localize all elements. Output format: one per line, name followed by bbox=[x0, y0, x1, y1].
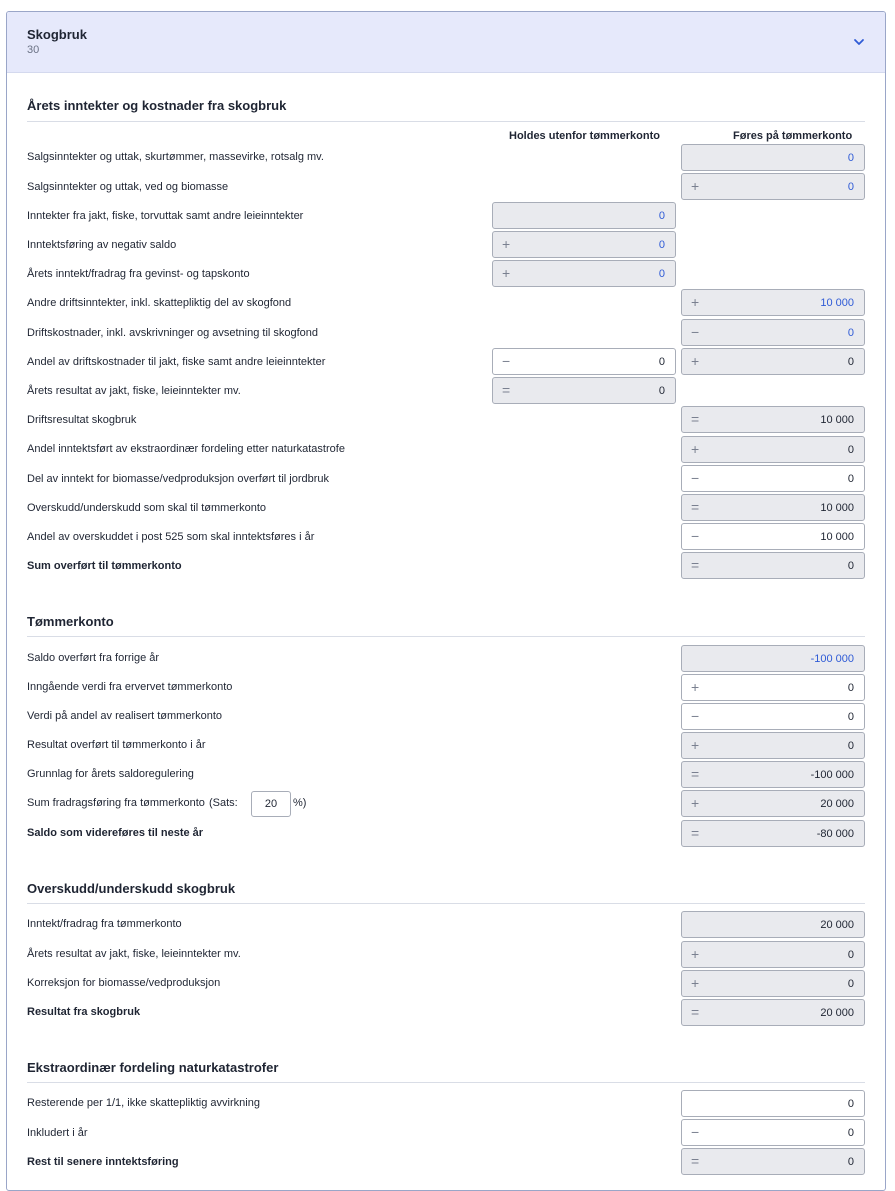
value: 10 000 bbox=[820, 297, 854, 309]
section-title-aarets-inntekter: Årets inntekter og kostnader fra skogbruk bbox=[27, 98, 287, 113]
row-label: Saldo overført fra forrige år bbox=[27, 652, 160, 664]
saldo-forrige-ar-field bbox=[681, 645, 865, 672]
andel-driftskostnader-input[interactable] bbox=[492, 348, 676, 375]
value: 0 bbox=[847, 1098, 854, 1110]
row-label: Driftskostnader, inkl. avskrivninger og avsetning til skogfond bbox=[27, 327, 319, 339]
minus-icon: − bbox=[691, 708, 700, 724]
value: 0 bbox=[847, 978, 854, 990]
row-label: Årets resultat av jakt, fiske, leieinntekter mv. bbox=[27, 385, 241, 397]
value: 10 000 bbox=[820, 502, 854, 514]
plus-icon: + bbox=[691, 946, 700, 962]
resultat-overfort-field bbox=[681, 732, 865, 759]
row-label: Verdi på andel av realisert tømmerkonto bbox=[27, 710, 223, 722]
row-label: Salgsinntekter og uttak, skurtømmer, massevirke, rotsalg mv. bbox=[27, 151, 324, 163]
value: 20 000 bbox=[820, 1007, 854, 1019]
value: 0 bbox=[847, 444, 854, 456]
value: 0 bbox=[658, 239, 665, 251]
biomasse-overfort-input[interactable] bbox=[681, 465, 865, 492]
value: 0 bbox=[847, 327, 854, 339]
sum-overfort-field bbox=[681, 552, 865, 579]
value: 10 000 bbox=[820, 531, 854, 543]
inngaende-verdi-input[interactable] bbox=[681, 674, 865, 701]
grunnlag-saldoregulering-field bbox=[681, 761, 865, 788]
korreksjon-biomasse-field bbox=[681, 970, 865, 997]
value: 0 bbox=[658, 210, 665, 222]
salgsinntekter-ved-field bbox=[681, 173, 865, 200]
value: 0 bbox=[847, 949, 854, 961]
plus-icon: + bbox=[691, 178, 700, 194]
row-label: Sum fradragsføring fra tømmerkonto bbox=[27, 797, 205, 809]
minus-icon: − bbox=[502, 353, 511, 369]
section-divider bbox=[27, 903, 865, 904]
value: 0 bbox=[847, 181, 854, 193]
section-title-overskudd: Overskudd/underskudd skogbruk bbox=[27, 881, 236, 896]
sats-suffix: %) bbox=[293, 797, 307, 809]
value: 10 000 bbox=[820, 414, 854, 426]
salgsinntekter-skurtommer-field bbox=[681, 144, 865, 171]
gevinst-tapskonto-field bbox=[492, 260, 676, 287]
row-label: Årets inntekt/fradrag fra gevinst- og tapskonto bbox=[27, 268, 250, 280]
value: 0 bbox=[658, 268, 665, 280]
row-label: Årets resultat av jakt, fiske, leieinntekter mv. bbox=[27, 948, 241, 960]
panel-title: Skogbruk bbox=[27, 27, 87, 42]
minus-icon: − bbox=[691, 1124, 700, 1140]
plus-icon: + bbox=[691, 737, 700, 753]
plus-icon: + bbox=[502, 236, 511, 252]
minus-icon: − bbox=[691, 470, 700, 486]
equals-icon: = bbox=[691, 825, 700, 841]
value: -100 000 bbox=[810, 769, 854, 781]
row-label: Saldo som videreføres til neste år bbox=[27, 827, 204, 839]
panel-subtitle: 30 bbox=[27, 44, 40, 56]
equals-icon: = bbox=[691, 1004, 700, 1020]
row-label: Inntekt/fradrag fra tømmerkonto bbox=[27, 918, 182, 930]
equals-icon: = bbox=[691, 499, 700, 515]
row-label: Inkludert i år bbox=[27, 1127, 88, 1139]
plus-icon: + bbox=[502, 265, 511, 281]
saldo-viderefores-field bbox=[681, 820, 865, 847]
row-label: Grunnlag for årets saldoregulering bbox=[27, 768, 194, 780]
row-label: Korreksjon for biomasse/vedproduksjon bbox=[27, 977, 221, 989]
resterende-input[interactable] bbox=[681, 1090, 865, 1117]
row-label: Del av inntekt for biomasse/vedproduksjon overført til jordbruk bbox=[27, 473, 330, 485]
row-label: Andel inntektsført av ekstraordinær fordeling etter naturkatastrofe bbox=[27, 443, 345, 455]
row-label: Andre driftsinntekter, inkl. skattepliktig del av skogfond bbox=[27, 297, 292, 309]
value: 20 000 bbox=[820, 919, 854, 931]
value: 0 bbox=[847, 560, 854, 572]
sats-input[interactable]: 20 bbox=[251, 791, 291, 817]
value: 0 bbox=[847, 152, 854, 164]
inntektsforing-negativ-saldo-field bbox=[492, 231, 676, 258]
row-label: Salgsinntekter og uttak, ved og biomasse bbox=[27, 181, 229, 193]
inntekt-tommerkonto-field bbox=[681, 911, 865, 938]
rest-senere-field bbox=[681, 1148, 865, 1175]
andel-naturkatastrofe-field bbox=[681, 436, 865, 463]
value: -80 000 bbox=[816, 828, 854, 840]
row-label: Inntekter fra jakt, fiske, torvuttak samt andre leieinntekter bbox=[27, 210, 304, 222]
equals-icon: = bbox=[691, 557, 700, 573]
equals-icon: = bbox=[691, 766, 700, 782]
plus-icon: + bbox=[691, 294, 700, 310]
resultat-jakt-skogbruk-field bbox=[681, 941, 865, 968]
plus-icon: + bbox=[691, 795, 700, 811]
value: 0 bbox=[658, 356, 665, 368]
equals-icon: = bbox=[691, 1153, 700, 1169]
row-label: Driftsresultat skogbruk bbox=[27, 414, 137, 426]
minus-icon: − bbox=[691, 528, 700, 544]
value: 20 000 bbox=[820, 798, 854, 810]
row-label: Overskudd/underskudd som skal til tømmerkonto bbox=[27, 502, 267, 514]
row-label: Resultat overført til tømmerkonto i år bbox=[27, 739, 206, 751]
section-divider bbox=[27, 1082, 865, 1083]
andel-driftskostnader-overfort-field bbox=[681, 348, 865, 375]
sum-fradragsforing-field bbox=[681, 790, 865, 817]
driftskostnader-field bbox=[681, 319, 865, 346]
inntekter-jakt-field bbox=[492, 202, 676, 229]
resultat-jakt-field bbox=[492, 377, 676, 404]
section-divider bbox=[27, 636, 865, 637]
overskudd-tommerkonto-field bbox=[681, 494, 865, 521]
equals-icon: = bbox=[691, 411, 700, 427]
value: 0 bbox=[847, 711, 854, 723]
row-label: Andel av overskuddet i post 525 som skal inntektsføres i år bbox=[27, 531, 315, 543]
row-label: Resterende per 1/1, ikke skattepliktig avvirkning bbox=[27, 1097, 260, 1109]
skogbruk-panel bbox=[6, 11, 886, 1191]
row-label: Inngående verdi fra ervervet tømmerkonto bbox=[27, 681, 233, 693]
inkludert-i-ar-input[interactable] bbox=[681, 1119, 865, 1146]
andre-driftsinntekter-field bbox=[681, 289, 865, 316]
value: 0 bbox=[847, 1156, 854, 1168]
row-label: Andel av driftskostnader til jakt, fiske samt andre leieinntekter bbox=[27, 356, 326, 368]
section-title-tommerkonto: Tømmerkonto bbox=[27, 614, 114, 629]
plus-icon: + bbox=[691, 353, 700, 369]
realisert-tommerkonto-input[interactable] bbox=[681, 703, 865, 730]
value: 0 bbox=[847, 356, 854, 368]
chevron-down-icon[interactable] bbox=[851, 34, 867, 50]
row-label: Resultat fra skogbruk bbox=[27, 1006, 141, 1018]
driftsresultat-field bbox=[681, 406, 865, 433]
value: 0 bbox=[658, 385, 665, 397]
plus-icon: + bbox=[691, 975, 700, 991]
value: 0 bbox=[847, 1127, 854, 1139]
value: 0 bbox=[847, 740, 854, 752]
sats-prefix: (Sats: bbox=[209, 797, 238, 809]
value: -100 000 bbox=[810, 653, 854, 665]
column-header-fores-pa: Føres på tømmerkonto bbox=[733, 130, 853, 142]
resultat-skogbruk-field bbox=[681, 999, 865, 1026]
row-label: Sum overført til tømmerkonto bbox=[27, 560, 182, 572]
value: 0 bbox=[847, 473, 854, 485]
panel-header[interactable] bbox=[7, 12, 885, 73]
row-label: Rest til senere inntektsføring bbox=[27, 1156, 179, 1168]
minus-icon: − bbox=[691, 324, 700, 340]
plus-icon: + bbox=[691, 679, 700, 695]
section-divider bbox=[27, 121, 865, 122]
row-label: Inntektsføring av negativ saldo bbox=[27, 239, 177, 251]
section-title-ekstraordinaer: Ekstraordinær fordeling naturkatastrofer bbox=[27, 1060, 279, 1075]
column-header-holdes-utenfor: Holdes utenfor tømmerkonto bbox=[509, 130, 660, 142]
plus-icon: + bbox=[691, 441, 700, 457]
equals-icon: = bbox=[502, 382, 511, 398]
andel-post-525-input[interactable] bbox=[681, 523, 865, 550]
value: 0 bbox=[847, 682, 854, 694]
